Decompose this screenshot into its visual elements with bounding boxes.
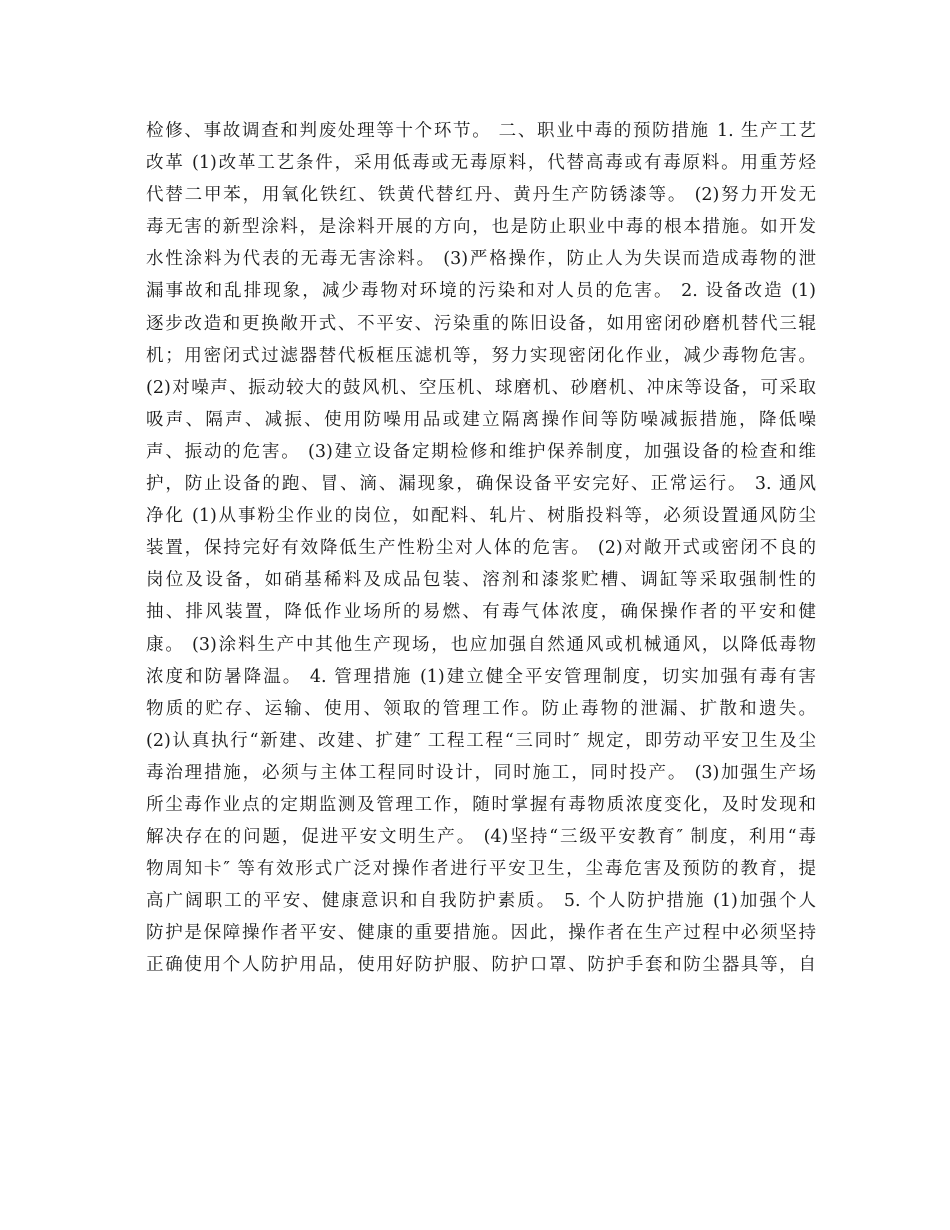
text-line: 毒治理措施，必须与主体工程同时设计，同时施工，同时投产。 (3)加强生产场 xyxy=(146,762,816,783)
text-line: 代替二甲苯，用氧化铁红、铁黄代替红丹、黄丹生产防锈漆等。 (2)努力开发无 xyxy=(146,185,816,206)
text-line: 抽、排风装置，降低作业场所的易燃、有毒气体浓度，确保操作者的平安和健 xyxy=(146,602,816,623)
text-line: 岗位及设备，如硝基稀料及成品包装、溶剂和漆浆贮槽、调缸等采取强制性的 xyxy=(146,570,816,591)
text-line: 漏事故和乱排现象，减少毒物对环境的污染和对人员的危害。 2. 设备改造 (1) xyxy=(146,281,816,302)
text-line: 康。 (3)涂料生产中其他生产现场，也应加强自然通风或机械通风，以降低毒物 xyxy=(146,634,816,655)
text-line: (2)对噪声、振动较大的鼓风机、空压机、球磨机、砂磨机、冲床等设备，可采取 xyxy=(146,377,816,398)
text-line: 毒无害的新型涂料，是涂料开展的方向，也是防止职业中毒的根本措施。如开发 xyxy=(146,217,816,238)
body-text xyxy=(146,115,816,982)
text-line: 水性涂料为代表的无毒无害涂料。 (3)严格操作，防止人为失误而造成毒物的泄 xyxy=(146,249,816,270)
text-line: 吸声、隔声、减振、使用防噪用品或建立隔离操作间等防噪减振措施，降低噪 xyxy=(146,409,816,430)
text-line: 浓度和防暑降温。 4. 管理措施 (1)建立健全平安管理制度，切实加强有毒有害 xyxy=(146,666,816,687)
text-line: 所尘毒作业点的定期监测及管理工作，随时掌握有毒物质浓度变化，及时发现和 xyxy=(146,794,816,815)
text-line: 改革 (1)改革工艺条件，采用低毒或无毒原料，代替高毒或有毒原料。用重芳烃 xyxy=(146,153,816,174)
text-line: 防护是保障操作者平安、健康的重要措施。因此，操作者在生产过程中必须坚持 xyxy=(146,923,816,944)
text-line: 检修、事故调查和判废处理等十个环节。 二、职业中毒的预防措施 1. 生产工艺 xyxy=(146,121,816,141)
text-line: 护，防止设备的跑、冒、滴、漏现象，确保设备平安完好、正常运行。 3. 通风 xyxy=(146,474,816,495)
text-line: 机；用密闭式过滤器替代板框压滤机等，努力实现密闭化作业，减少毒物危害。 xyxy=(146,345,816,366)
text-line: (2)认真执行“新建、改建、扩建″ 工程工程“三同时″ 规定，即劳动平安卫生及尘 xyxy=(146,730,816,751)
text-line: 净化 (1)从事粉尘作业的岗位，如配料、轧片、树脂投料等，必须设置通风防尘 xyxy=(146,506,816,527)
text-line: 正确使用个人防护用品，使用好防护服、防护口罩、防护手套和防尘器具等，自 xyxy=(146,955,816,976)
text-line: 物周知卡″ 等有效形式广泛对操作者进行平安卫生，尘毒危害及预防的教育，提 xyxy=(146,859,816,880)
text-line: 逐步改造和更换敞开式、不平安、污染重的陈旧设备，如用密闭砂磨机替代三辊 xyxy=(146,313,816,334)
text-line: 解决存在的问题，促进平安文明生产。 (4)坚持“三级平安教育″ 制度，利用“毒 xyxy=(146,827,816,848)
text-line: 装置，保持完好有效降低生产性粉尘对人体的危害。 (2)对敞开式或密闭不良的 xyxy=(146,538,816,559)
text-line: 声、振动的危害。 (3)建立设备定期检修和维护保养制度，加强设备的检查和维 xyxy=(146,441,816,462)
text-line: 高广阔职工的平安、健康意识和自我防护素质。 5. 个人防护措施 (1)加强个人 xyxy=(146,891,816,912)
text-line: 物质的贮存、运输、使用、领取的管理工作。防止毒物的泄漏、扩散和遗失。 xyxy=(146,698,816,719)
